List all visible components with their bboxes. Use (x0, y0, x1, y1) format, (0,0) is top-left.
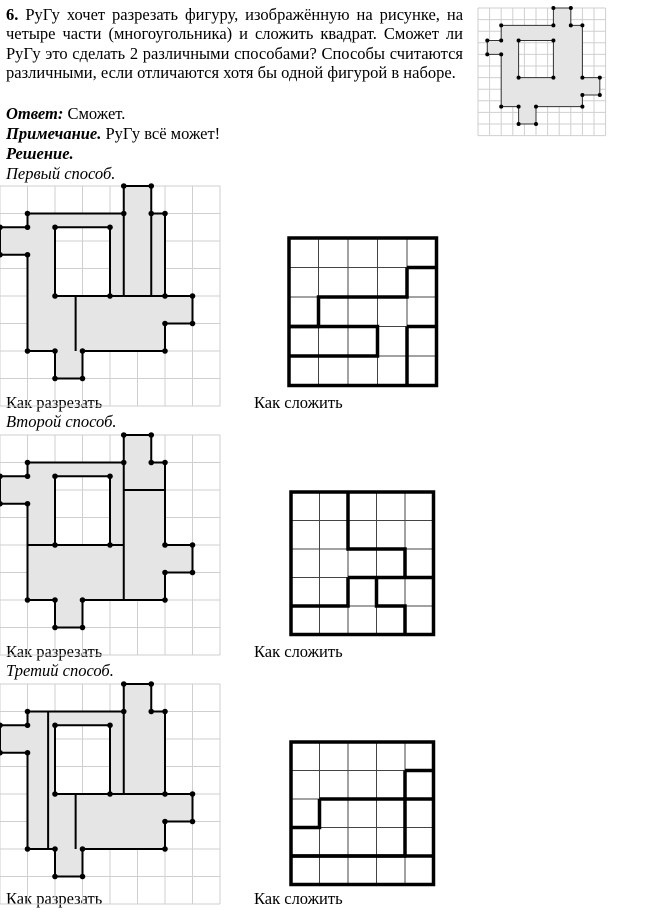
vertex-dot (52, 348, 58, 354)
square-frame (291, 492, 434, 635)
method-2-cut-caption: Как разрезать (6, 642, 103, 661)
note-label: Примечание. (6, 124, 102, 143)
method-2-fold-caption: Как сложить (254, 642, 343, 661)
vertex-dot (534, 105, 538, 109)
method-3-cut-caption: Как разрезать (6, 889, 103, 908)
vertex-dot (52, 846, 58, 852)
vertex-dot (25, 501, 31, 507)
vertex-dot (25, 211, 31, 217)
piece-border (377, 578, 406, 635)
vertex-dot (485, 52, 489, 56)
method-3-cut-figure (0, 681, 220, 904)
vertex-dot (25, 473, 31, 479)
vertex-dot (162, 791, 168, 797)
note-text: РуГу всё может! (101, 124, 221, 143)
vertex-dot (580, 76, 584, 80)
vertex-dot (25, 460, 31, 466)
problem-figure (478, 6, 606, 136)
piece-border (289, 327, 378, 357)
vertex-dot (107, 293, 113, 299)
vertex-dot (598, 76, 602, 80)
vertex-dot (148, 681, 154, 687)
vertex-dot (80, 625, 86, 631)
vertex-dot (148, 460, 154, 466)
vertex-dot (148, 211, 154, 217)
problem-number: 6. (6, 5, 19, 24)
vertex-dot (25, 750, 31, 756)
vertex-dot (162, 293, 168, 299)
vertex-dot (52, 376, 58, 382)
vertex-dot (107, 542, 113, 548)
vertex-dot (148, 183, 154, 189)
vertex-dot (499, 105, 503, 109)
method-1-title: Первый способ. (6, 164, 116, 183)
vertex-dot (80, 376, 86, 382)
vertex-dot (162, 846, 168, 852)
vertex-dot (551, 38, 555, 42)
vertex-dot (121, 460, 127, 466)
vertex-dot (517, 38, 521, 42)
method-1-square (289, 238, 437, 386)
method-3-fold-caption: Как сложить (254, 889, 343, 908)
method-2-square (291, 492, 434, 635)
vertex-dot (107, 722, 113, 728)
vertex-dot (569, 23, 573, 27)
vertex-dot (25, 846, 31, 852)
vertex-dot (551, 6, 555, 10)
vertex-dot (499, 52, 503, 56)
vertex-dot (190, 570, 196, 576)
solution-label: Решение. (6, 144, 74, 163)
vertex-dot (190, 542, 196, 548)
vertex-dot (162, 570, 168, 576)
method-2-title: Второй способ. (6, 412, 117, 431)
vertex-dot (25, 348, 31, 354)
method-3-square (291, 742, 434, 885)
vertex-dot (162, 211, 168, 217)
vertex-dot (121, 709, 127, 715)
answer-text: Сможет. (63, 104, 126, 123)
vertex-dot (121, 432, 127, 438)
vertex-dot (52, 791, 58, 797)
vertex-dot (52, 542, 58, 548)
vertex-dot (499, 38, 503, 42)
vertex-dot (551, 76, 555, 80)
vertex-dot (107, 224, 113, 230)
answer-label: Ответ: (6, 104, 64, 123)
vertex-dot (551, 23, 555, 27)
vertex-dot (162, 542, 168, 548)
vertex-dot (80, 348, 86, 354)
vertex-dot (121, 183, 127, 189)
vertex-dot (52, 625, 58, 631)
square-frame (289, 238, 437, 386)
square-frame (291, 742, 434, 885)
vertex-dot (25, 722, 31, 728)
vertex-dot (25, 597, 31, 603)
vertex-dot (162, 321, 168, 327)
vertex-dot (190, 293, 196, 299)
vertex-dot (52, 473, 58, 479)
vertex-dot (80, 846, 86, 852)
vertex-dot (25, 709, 31, 715)
vertex-dot (148, 432, 154, 438)
vertex-dot (107, 791, 113, 797)
vertex-dot (534, 122, 538, 126)
vertex-dot (121, 211, 127, 217)
vertex-dot (162, 348, 168, 354)
vertex-dot (52, 293, 58, 299)
vertex-dot (80, 874, 86, 880)
vertex-dot (52, 224, 58, 230)
vertex-dot (580, 93, 584, 97)
method-1-cut-figure (0, 183, 220, 406)
vertex-dot (121, 681, 127, 687)
vertex-dot (148, 709, 154, 715)
vertex-dot (517, 76, 521, 80)
vertex-dot (107, 473, 113, 479)
vertex-dot (517, 105, 521, 109)
vertex-dot (190, 321, 196, 327)
method-2-cut-figure (0, 432, 220, 655)
vertex-dot (517, 122, 521, 126)
vertex-dot (162, 709, 168, 715)
vertex-dot (485, 38, 489, 42)
vertex-dot (25, 224, 31, 230)
vertex-dot (162, 819, 168, 825)
piece-border (291, 799, 320, 828)
vertex-dot (569, 6, 573, 10)
vertex-dot (499, 23, 503, 27)
vertex-dot (52, 597, 58, 603)
vertex-dot (25, 252, 31, 258)
vertex-dot (580, 23, 584, 27)
vertex-dot (52, 874, 58, 880)
vertex-dot (80, 597, 86, 603)
vertex-dot (598, 93, 602, 97)
problem-text: РуГу хочет разрезать фигуру, изображённую на рисунке, на четыре части (многоугольника) и сложить квадрат. Сможет ли РуГу это сделать 2 различными способами? Способы считаются различными, если отличаются хотя бы одной фигурой в наборе. (6, 5, 464, 83)
vertex-dot (162, 460, 168, 466)
vertex-dot (162, 597, 168, 603)
method-1-fold-caption: Как сложить (254, 393, 343, 412)
method-3-title: Третий способ. (6, 661, 114, 680)
vertex-dot (580, 105, 584, 109)
vertex-dot (52, 722, 58, 728)
vertex-dot (190, 791, 196, 797)
method-1-cut-caption: Как разрезать (6, 393, 103, 412)
vertex-dot (190, 819, 196, 825)
